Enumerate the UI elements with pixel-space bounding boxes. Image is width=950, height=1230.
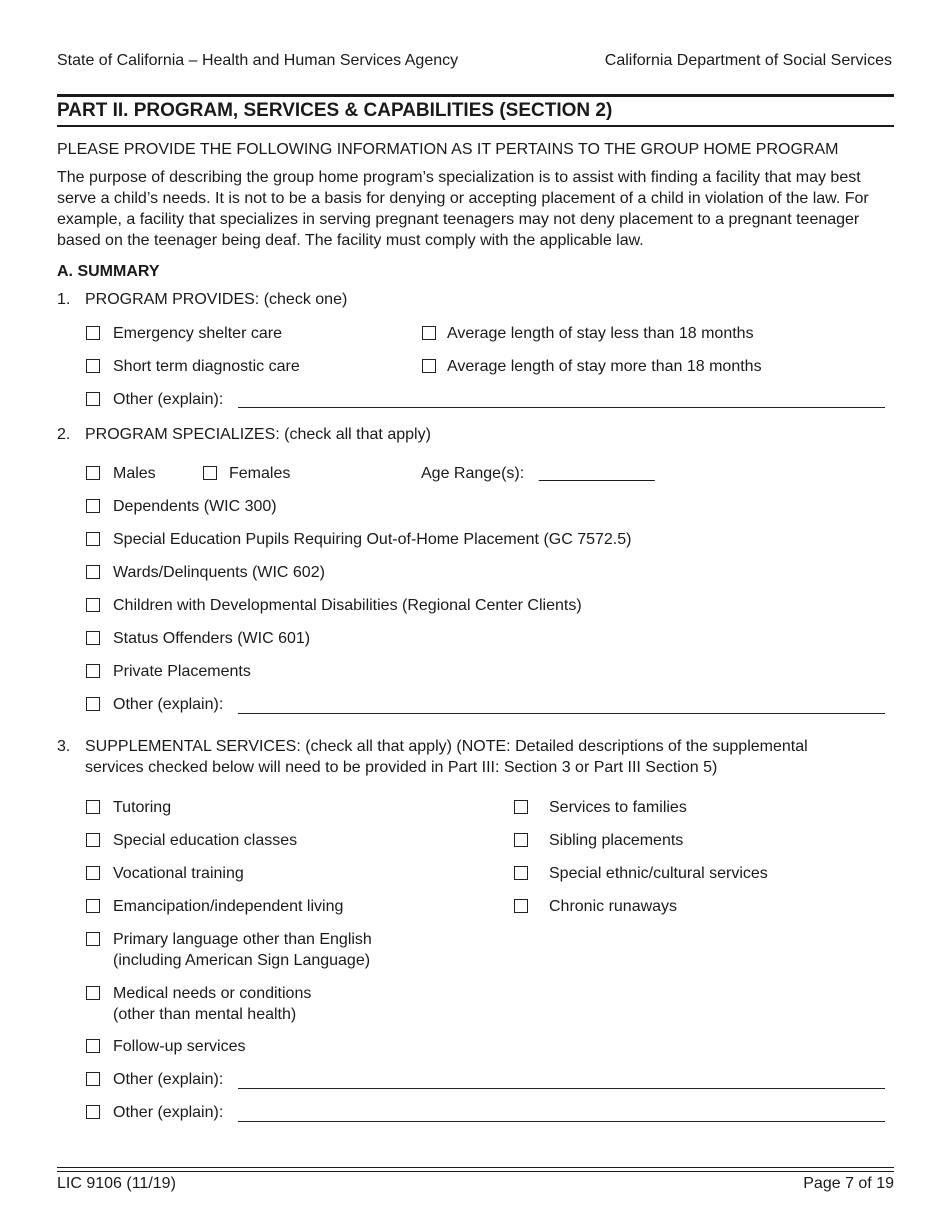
- age-range-label: Age Range(s):: [421, 465, 525, 482]
- services-families-checkbox[interactable]: [514, 800, 528, 814]
- tutoring-checkbox[interactable]: [86, 800, 100, 814]
- q3-text-line1: SUPPLEMENTAL SERVICES: (check all that apply) (NOTE: Detailed descriptions of the supplemental: [85, 738, 808, 755]
- primary-language-label-line2: (including American Sign Language): [113, 952, 371, 969]
- males-checkbox[interactable]: [86, 466, 100, 480]
- q3-other1-label: Other (explain):: [113, 1071, 224, 1088]
- sibling-placements-label: Sibling placements: [549, 832, 684, 849]
- footer-rule-top: [57, 1167, 894, 1168]
- q3-text-line2: services checked below will need to be provided in Part III: Section 3 or Part III Section 5): [85, 759, 718, 776]
- wards-label: Wards/Delinquents (WIC 602): [113, 564, 325, 581]
- ethnic-cultural-checkbox[interactable]: [514, 866, 528, 880]
- special-ed-classes-label: Special education classes: [113, 832, 298, 849]
- private-placements-label: Private Placements: [113, 663, 251, 680]
- emergency-shelter-checkbox[interactable]: [86, 326, 100, 340]
- followup-label: Follow-up services: [113, 1038, 246, 1055]
- vocational-checkbox[interactable]: [86, 866, 100, 880]
- sibling-placements-checkbox[interactable]: [514, 833, 528, 847]
- males-label: Males: [113, 465, 156, 482]
- q2-other-label: Other (explain):: [113, 696, 224, 713]
- q3-other1-input-line[interactable]: [238, 1088, 885, 1089]
- dependents-checkbox[interactable]: [86, 499, 100, 513]
- avg-stay-more-checkbox[interactable]: [422, 359, 436, 373]
- dev-disabilities-label: Children with Developmental Disabilities (Regional Center Clients): [113, 597, 582, 614]
- dev-disabilities-checkbox[interactable]: [86, 598, 100, 612]
- section-a-heading: A. SUMMARY: [57, 263, 160, 280]
- services-families-label: Services to families: [549, 799, 687, 816]
- instruction-text: PLEASE PROVIDE THE FOLLOWING INFORMATION AS IT PERTAINS TO THE GROUP HOME PROGRAM: [57, 141, 839, 158]
- females-checkbox[interactable]: [203, 466, 217, 480]
- page-number: Page 7 of 19: [803, 1175, 894, 1192]
- followup-checkbox[interactable]: [86, 1039, 100, 1053]
- short-term-diagnostic-label: Short term diagnostic care: [113, 358, 300, 375]
- primary-language-label-line1: Primary language other than English: [113, 931, 372, 948]
- q1-other-input-line[interactable]: [238, 407, 885, 408]
- part-title: PART II. PROGRAM, SERVICES & CAPABILITIES (SECTION 2): [57, 100, 613, 121]
- special-ed-pupils-checkbox[interactable]: [86, 532, 100, 546]
- q3-other2-checkbox[interactable]: [86, 1105, 100, 1119]
- q2-text: PROGRAM SPECIALIZES: (check all that apply): [85, 426, 431, 443]
- q3-other2-input-line[interactable]: [238, 1121, 885, 1122]
- emancipation-checkbox[interactable]: [86, 899, 100, 913]
- avg-stay-less-checkbox[interactable]: [422, 326, 436, 340]
- emergency-shelter-label: Emergency shelter care: [113, 325, 282, 342]
- ethnic-cultural-label: Special ethnic/cultural services: [549, 865, 768, 882]
- tutoring-label: Tutoring: [113, 799, 172, 816]
- chronic-runaways-checkbox[interactable]: [514, 899, 528, 913]
- avg-stay-less-label: Average length of stay less than 18 months: [447, 325, 754, 342]
- q2-other-checkbox[interactable]: [86, 697, 100, 711]
- department-header: California Department of Social Services: [604, 52, 892, 69]
- medical-needs-label-line2: (other than mental health): [113, 1006, 297, 1023]
- q1-other-label: Other (explain):: [113, 391, 224, 408]
- emancipation-label: Emancipation/independent living: [113, 898, 344, 915]
- form-id: LIC 9106 (11/19): [57, 1175, 176, 1192]
- medical-needs-checkbox[interactable]: [86, 986, 100, 1000]
- q3-other2-label: Other (explain):: [113, 1104, 224, 1121]
- medical-needs-label-line1: Medical needs or conditions: [113, 985, 312, 1002]
- females-label: Females: [229, 465, 291, 482]
- q1-text: PROGRAM PROVIDES: (check one): [85, 291, 348, 308]
- q1-number: 1.: [57, 291, 71, 308]
- dependents-label: Dependents (WIC 300): [113, 498, 277, 515]
- q2-number: 2.: [57, 426, 71, 443]
- status-offenders-checkbox[interactable]: [86, 631, 100, 645]
- purpose-paragraph: The purpose of describing the group home program’s specialization is to assist with finding a facility that may best serve a child’s needs. It is not to be a basis for denying or accepting placement of a child in violation of the law. For example, a facility that specializes in serving pregnant teenagers may not deny placement to a pregnant teenager based on the teenager being deaf. The facility must comply with the applicable law.: [57, 169, 869, 249]
- q3-other1-checkbox[interactable]: [86, 1072, 100, 1086]
- q3-number: 3.: [57, 738, 71, 755]
- avg-stay-more-label: Average length of stay more than 18 months: [447, 358, 762, 375]
- private-placements-checkbox[interactable]: [86, 664, 100, 678]
- status-offenders-label: Status Offenders (WIC 601): [113, 630, 311, 647]
- chronic-runaways-label: Chronic runaways: [549, 898, 678, 915]
- title-bottom-rule: [57, 125, 894, 127]
- wards-checkbox[interactable]: [86, 565, 100, 579]
- age-range-input-line[interactable]: _____________: [539, 465, 655, 482]
- footer-rule-bottom: [57, 1171, 894, 1172]
- special-ed-classes-checkbox[interactable]: [86, 833, 100, 847]
- q2-other-input-line[interactable]: [238, 713, 885, 714]
- vocational-label: Vocational training: [113, 865, 244, 882]
- short-term-diagnostic-checkbox[interactable]: [86, 359, 100, 373]
- q1-other-checkbox[interactable]: [86, 392, 100, 406]
- title-top-rule: [57, 94, 894, 97]
- agency-header: State of California – Health and Human Services Agency: [57, 52, 459, 69]
- special-ed-pupils-label: Special Education Pupils Requiring Out-of-Home Placement (GC 7572.5): [113, 531, 632, 548]
- primary-language-checkbox[interactable]: [86, 932, 100, 946]
